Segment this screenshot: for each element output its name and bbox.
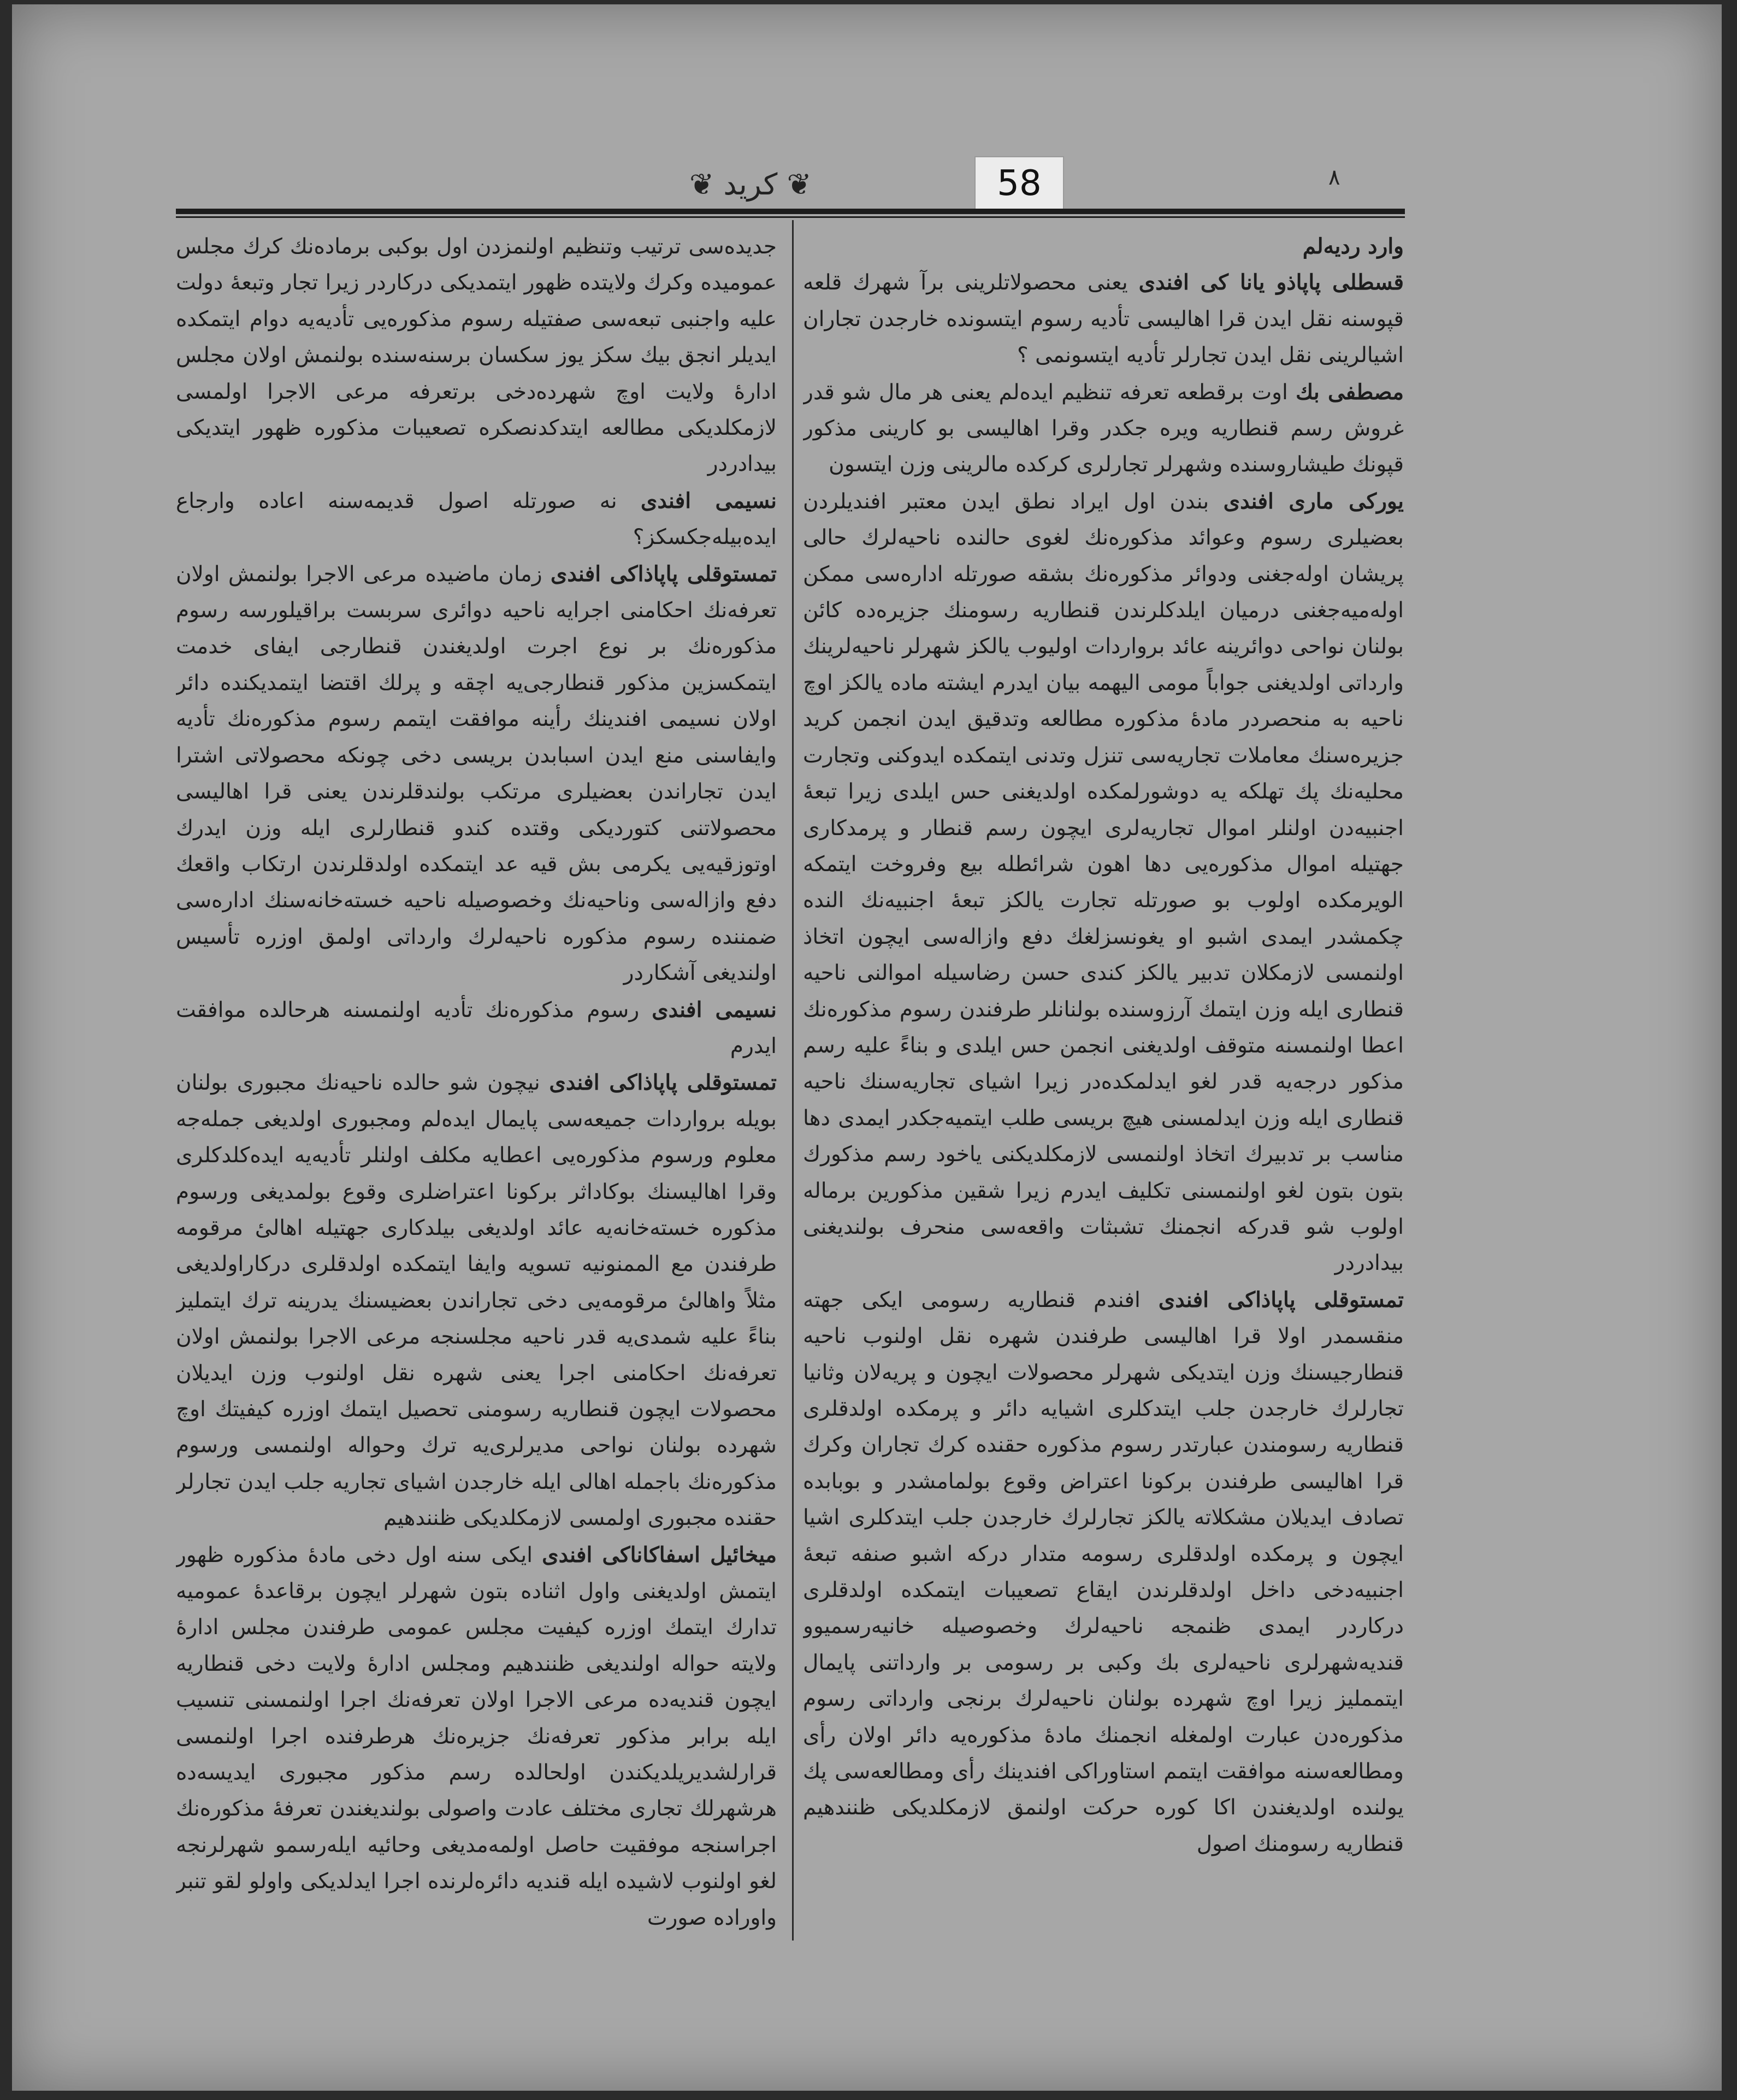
ornament-right-icon: ❦ bbox=[787, 167, 812, 202]
paragraph bbox=[176, 483, 777, 556]
folio-label: 58 bbox=[974, 156, 1064, 211]
speaker-name: تمستوقلی پاپاذاکی افندی bbox=[1158, 1287, 1404, 1312]
paragraph bbox=[176, 992, 777, 1065]
scanned-page bbox=[12, 4, 1722, 2091]
column-divider bbox=[792, 220, 794, 1941]
newspaper-page bbox=[176, 152, 1405, 1943]
speaker-name: تمستوقلی پاپاذاکی افندی bbox=[550, 561, 777, 587]
right-column bbox=[803, 228, 1404, 1943]
speaker-name: نسیمی افندی bbox=[640, 488, 777, 513]
paragraph bbox=[803, 264, 1404, 374]
ornament-left-icon: ❦ bbox=[689, 167, 714, 202]
paragraph bbox=[803, 1282, 1404, 1863]
paragraph-text: نه صورتله اصول قدیمه‌سنه اعاده وارجاع ایده‌بیله‌جکسکز؟ bbox=[176, 488, 777, 550]
paragraph bbox=[176, 228, 777, 483]
header-rule bbox=[176, 209, 1405, 214]
paragraph-text: یعنی محصولاتلرینی برآ شهرك قلعه قپوسنه نقل ایدن قرا اهالیسی تأدیه رسوم ایتسونده خارجدن تجاران اشیالرینی نقل ایدن تجارلر تأدیه ایتسونمی ؟ bbox=[803, 270, 1404, 368]
speaker-name: یورکی ماری افندی bbox=[1223, 488, 1404, 514]
header-rule-thin bbox=[176, 216, 1405, 218]
masthead bbox=[176, 152, 1405, 212]
paragraph bbox=[176, 1064, 777, 1536]
paragraph-text: ایکی سنه اول دخی مادهٔ مذکوره ظهور ایتمش اولدیغنی واول اثناده بتون شهرلر ایچون برقاعدهٔ عمومیه تدارك ایتمك اوزره کیفیت مجلس عمومی طرفندن مجلس ادارهٔ ولایته حواله اولندیغی ظنندهیم ومجلس ادارهٔ ولایت دخی قنطاریه ایچون قندیه‌ده مرعی الاجرا اولان تعرفه‌نك اجرا اولنمسنی تنسیب ایله برابر مذکور تعرفه‌نك جزیره‌نك هرطرفنده اجرا اولنمسی قرارلشدیریلدیکندن اولحالده رسم مذکور مجبوری ایدیسه‌ده هرشهرلك تجاری مختلف عادت واصولی بولندیغندن تعرفهٔ مذکوره‌نك اجراسنجه موفقیت حاصل اولمه‌مدیغی وحائیه ایله‌رسمو شهرلرنجه لغو اولنوب لاشیده ایله قندیه دائره‌لرنده اجرا ایدلدیکی واولو لقو تنبر واوراده صورت bbox=[176, 1542, 777, 1930]
section-heading: وارد ردیه‌لم bbox=[1302, 234, 1404, 259]
speaker-name: قسطلی پاپاذو یانا کی افندی bbox=[1138, 270, 1404, 295]
paragraph bbox=[176, 1537, 777, 1936]
masthead-title bbox=[689, 167, 812, 202]
paragraph-text: جدیده‌سی ترتیب وتنظیم اولنمزدن اول بوکبی برماده‌نك کرك مجلس عمومیده وکرك ولایتده ظهور ایتمدیکی درکاردر زیرا تجار وتبعهٔ دولت علیه واجنبی تبعه‌سی صفتیله رسوم مذکوره‌یی تأدیه‌یه دوام ایتمکده ایدیلر انجق بیك سکز یوز سکسان برسنه‌سنده بولنمش اولان مجلس ادارهٔ ولایت اوچ شهرده‌دخی برتعرفه مرعی الاجرا اولمسی لازمکلدیکی مطالعه ایتدکدنصکره تصعیبات مذکوره ظهور ایتدیکی بیدادردر bbox=[176, 234, 777, 477]
paragraph-text: رسوم مذکوره‌نك تأدیه اولنمسنه هرحالده موافقت ایدرم bbox=[176, 997, 777, 1058]
paragraph-text: بندن اول ایراد نطق ایدن معتبر افندیلردن بعضیلری رسوم وعوائد مذکوره‌نك لغوی حالنده ناحیه‌لرك حالی پریشان اوله‌جغنی ودوائر مذکوره‌نك بشقه صورتله اداره‌سی ممکن اوله‌میه‌جغنی درمیان ایلدکلرندن قنطاریه رسومنك جزیره‌ده کائن بولنان نواحی دوائرینه عائد برواردات اولیوب یالکز شهرلر ناحیه‌لرینك وارداتی اولدیغنی جواباً مومی الیهمه بیان ایدرم ایشته ماده یالکز اوچ ناحیه به منحصردر ماده‌ٔ مذکوره مطالعه وتدقیق ایدن انجمن کرید جزیره‌سنك معاملات تجاریه‌سی تنزل وتدنی ایتمکده ایدوکنی وتجارت محلیه‌نك پك تهلکه یه دوشورلمکده اولدیغنی حس ایلدی زیرا تبعهٔ اجنبیه‌دن اولنلر اموال تجاریه‌لری ایچون رسم قنطار و پرمدکاری جهتیله اموال مذکوره‌یی دها اهون شرائطله بیع وفروخت ایتمکه الویرمکده اولوب بو صورتله تجارت یالکز تبعهٔ اجنبیه‌نك النده چکمشدر ایمدی اشبو او یغونسزلغك دفع وازاله‌سی ایچون اتخاذ اولنمسی لازمکلان تدبیر یالکز کندی حسن رضاسیله اموالنی ناحیه قنطاری ایله وزن ایتمك آرزوسنده بولنانلر طرفندن رسوم مذکوره‌نك اعطا اولنمسنه متوقف اولدیغنی انجمن حس ایلدی و بناءً علیه رسم مذکور درجه‌یه قدر لغو ایدلمکده‌در زیرا اشیای تجاریه‌سنك ناحیه قنطاری ایله وزن ایدلمسنی هیچ بریسی طلب ایتمیه‌جکدر ایمدی دها مناسب بر تدبیرك اتخاذ اولنمسی لازمکلدیکنی یاخود رسم مذکورك بتون بتون لغو اولنمسنی تکلیف ایدرم زیرا شقین مذکورین برماله اولوب شو قدرکه انجمنك تشبثات واقعه‌سی منحرف بولندیغنی بیدادردر bbox=[803, 489, 1404, 1276]
paragraph bbox=[803, 374, 1404, 483]
paragraph-text: زمان ماضیده مرعی الاجرا بولنمش اولان تعرفه‌نك احکامنی اجرایه ناحیه دوائری سربست براقیلورسه رسوم مذکوره‌نك بر نوع اجرت اولدیغندن قنطارجی ایفای خدمت ایتمکسزین مذکور قنطارجی‌یه اچقه و پرلك اقتضا ایتمدیکنده دائر اولان نسیمی افندینك رأینه موافقت ایتمم رسوم مذکوره‌نك تأدیه وایفاسنی منع ایدن اسبابدن بریسی دخی چونکه محصولاتی اشترا ایدن تجاراندن بعضیلری مرتکب بولندقلرندن یعنی قرا اهالیسی محصولاتنی کتوردیکی وقتده کندو قنطارلری ایله وزن ایدرك اوتوزقیه‌یی یکرمی بش قیه عد ایتمکده اولدقلرندن ارتکاب واقعك دفع وازاله‌سی وناحیه‌نك وخصوصیله ناحیه خسته‌خانه‌سنك اداره‌سی ضمننده رسوم مذکوره ناحیه‌لرك وارداتی اولمق اوزره تأسیس اولندیغی آشکاردر bbox=[176, 561, 777, 986]
paragraph bbox=[176, 556, 777, 992]
speaker-name: مصطفی بك bbox=[1296, 379, 1404, 405]
paragraph-text: نیچون شو حالده ناحیه‌نك مجبوری بولنان بویله برواردات جمیعه‌سی پایمال ایده‌لم ومجبوری اولدیغی جمله‌جه معلوم ورسوم مذکوره‌یی اعطایه مکلف اولنلر تأدیه‌یه ایده‌کلدکلری وقرا اهالیسنك بوکاداثر برکونا اعتراضلری وقوع بولمدیغی ورسوم مذکوره خسته‌خانه‌یه عائد اولدیغی بیلدکاری جهتیله اهالیٔ مرقومه طرفندن مع الممنونیه تسویه وایفا ایتمکده اولدقلری درکاراولدیغی مثلاً واهالیٔ مرقومه‌یی دخی تجاراندن بعضیسنك یدرینه ترك ایتملیز بناءً علیه شمدی‌یه قدر ناحیه مجلسنجه مرعی الاجرا بولنمش اولان تعرفه‌نك احکامنی اجرا یعنی شهره نقل اولنوب وزن ایدیلان محصولات ایچون قنطاریه رسومنی تحصیل ایتمك اوزره کیفیتك اوچ شهرده بولنان نواحی مدیرلری‌یه ترك وحواله اولنمسی ورسوم مذکوره‌نك باجمله اهالی ایله خارجدن اشیای تجاریه جلب ایدن تجارلر حقنده مجبوری اولمسی لازمکلدیکی ظنندهیم bbox=[176, 1070, 777, 1531]
page-number: ٨ bbox=[1328, 165, 1340, 190]
paragraph-text: افندم قنطاریه رسومی ایکی جهته منقسمدر اولا قرا اهالیسی طرفندن شهره نقل اولنوب ناحیه قنطارجیسنك وزن ایتدیکی شهرلر محصولات ایچون و پریه‌لان وثانیا تجارلرك خارجدن جلب ایتدکلری اشیایه دائر و پرمکده اولدقلری قنطاریه رسومندن عبارتدر رسوم مذکوره حقنده کرك تجاران وکرك قرا اهالیسی طرفندن برکونا اعتراض وقوع بولمامشدر و بوبابده تصادف ایدیلان مشکلاته یالکز تجارلرك خارجدن جلب ایتدکلری اشیا ایچون و پرمکده اولدقلری رسومه متدار درکه اشبو صنفه تبعهٔ اجنبیه‌دخی داخل اولدقلرندن ایقاع تصعیبات ایتمکده اولدقلری درکاردر ایمدی ظنمجه ناحیه‌لرك وخصوصیله خانیه‌رسمیوو قندیه‌شهرلری ناحیه‌لری بك وکبی بر رسومی بر وارداتنی پایمال ایتمملیز زیرا اوچ شهرده بولنان ناحیه‌لرك برنجی وارداتی رسوم مذکوره‌دن عبارت اولمغله انجمنك مادهٔ مذکوره‌یه دائر اولان رأی ومطالعه‌سنه موافقت ایتمم استاوراکی افندینك رأی ومطالعه‌سی پك یولنده اولدیغندن اکا کوره حرکت اولنمق لازمکلدیکی ظنندهیم قنطاریه رسومنك اصول bbox=[803, 1287, 1404, 1856]
left-column bbox=[176, 228, 777, 1943]
paragraph-text: اوت برقطعه تعرفه تنظیم ایده‌لم یعنی هر مال شو قدر غروش رسم قنطاریه ویره جکدر وقرا اهالیسی بو کارینی مذکور قپونك طیشاروسنده وشهرلر تجارلری کرکده مالرینی وزن ایتسون bbox=[803, 380, 1404, 477]
paragraph bbox=[803, 483, 1404, 1282]
speaker-name: میخائیل اسفاکاناکی افندی bbox=[542, 1542, 777, 1567]
masthead-title-text: کرید bbox=[723, 167, 778, 202]
speaker-name: نسیمی افندی bbox=[652, 997, 777, 1022]
speaker-name: تمستوقلی پاپاذاکی افندی bbox=[549, 1070, 777, 1096]
